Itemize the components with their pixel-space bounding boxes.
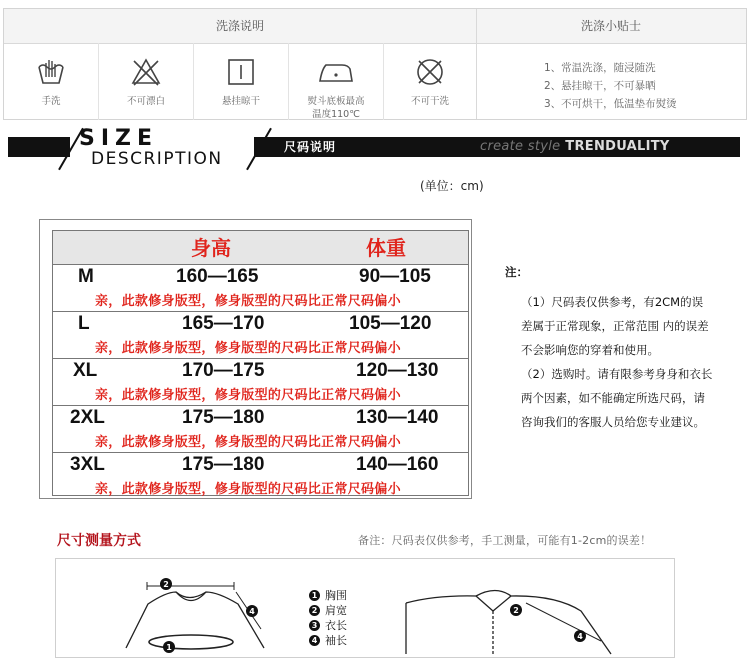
legend-label: 肩宽 <box>325 604 347 617</box>
care-header <box>4 9 746 44</box>
banner-size: SIZE <box>79 126 159 151</box>
fit-note: 亲，此款修身版型，修身版型的尺码比正常尺码偏小 <box>95 435 401 450</box>
shirt-diagram <box>406 591 611 655</box>
legend-label: 胸围 <box>325 589 347 602</box>
legend-number: 2 <box>309 605 320 616</box>
banner-brand <box>480 139 670 154</box>
svg-text:2: 2 <box>163 580 169 589</box>
notes-title: 注： <box>505 265 528 279</box>
size-row-3xl <box>53 452 468 499</box>
care-label-line1: 熨斗底板最高 <box>307 96 365 107</box>
banner-bar-left <box>8 137 70 157</box>
care-instructions-table <box>3 8 747 120</box>
care-header-left: 洗涤说明 <box>215 19 264 33</box>
care-tip: 3、不可烘干，低温垫布熨烫 <box>544 98 677 110</box>
size-chart-header <box>53 231 468 265</box>
note-line: （1）尺码表仅供参考，有2CM的误 <box>521 295 704 309</box>
care-label-line2: 温度110℃ <box>312 109 360 120</box>
note-line: 不会影响您的穿着和使用。 <box>521 343 659 357</box>
care-label <box>289 95 383 121</box>
legend-number: 3 <box>309 620 320 631</box>
size-row-m <box>53 264 468 312</box>
shirt-markers <box>510 604 586 642</box>
care-label: 不可漂白 <box>126 96 165 107</box>
iron-icon <box>316 55 356 89</box>
svg-text:4: 4 <box>249 607 255 616</box>
weight-range: 105—120 <box>349 313 432 334</box>
care-label: 悬挂晾干 <box>221 96 260 107</box>
care-tip: 1、常温洗涤，随浸随洗 <box>544 62 656 74</box>
care-label: 不可干洗 <box>410 96 449 107</box>
svg-text:2: 2 <box>513 606 519 615</box>
care-tip: 2、悬挂晾干，不可暴晒 <box>544 80 656 92</box>
banner-create-style: create style <box>480 139 561 154</box>
size-row-l <box>53 311 468 359</box>
care-item-hang-dry <box>194 43 289 120</box>
weight-range: 130—140 <box>356 407 439 428</box>
care-divider <box>476 9 477 119</box>
note-line: （2）选购时。请有限参考身身和衣长 <box>521 367 713 381</box>
fit-note: 亲，此款修身版型，修身版型的尺码比正常尺码偏小 <box>95 341 401 356</box>
size-notes <box>505 260 730 434</box>
size-label: 2XL <box>70 407 105 428</box>
fit-note: 亲，此款修身版型，修身版型的尺码比正常尺码偏小 <box>95 294 401 309</box>
weight-range: 120—130 <box>356 360 439 381</box>
no-bleach-icon <box>129 55 163 89</box>
hand-wash-icon <box>34 55 68 89</box>
height-range: 170—175 <box>182 360 265 381</box>
care-label: 手洗 <box>41 96 61 107</box>
size-chart <box>39 219 472 499</box>
size-row-2xl <box>53 405 468 453</box>
banner-description: DESCRIPTION <box>91 149 223 169</box>
legend-number: 4 <box>309 635 320 646</box>
measure-diagram <box>55 558 675 658</box>
legend-item <box>309 633 347 648</box>
size-label: 3XL <box>70 454 105 475</box>
size-label: M <box>78 266 94 287</box>
height-range: 165—170 <box>182 313 265 334</box>
weight-range: 90—105 <box>359 266 431 287</box>
tshirt-diagram <box>126 582 264 649</box>
header-weight: 体重 <box>366 236 406 260</box>
size-label: L <box>78 313 90 334</box>
legend-label: 袖长 <box>325 634 347 647</box>
note-line: 两个因素，如不能确定所选尺码，请 <box>521 391 705 405</box>
measure-legend <box>309 588 347 648</box>
header-height: 身高 <box>191 236 231 260</box>
tshirt-markers <box>160 578 258 653</box>
banner-size-cn: 尺码说明 <box>284 140 337 154</box>
legend-item <box>309 588 347 603</box>
legend-label: 衣长 <box>325 619 347 632</box>
hang-dry-icon <box>224 55 258 89</box>
care-item-no-dry-clean <box>384 43 476 120</box>
height-range: 175—180 <box>182 454 265 475</box>
care-item-iron <box>289 43 384 120</box>
size-chart-inner <box>52 230 469 496</box>
fit-note: 亲，此款修身版型，修身版型的尺码比正常尺码偏小 <box>95 388 401 403</box>
care-item-no-bleach <box>99 43 194 120</box>
height-range: 160—165 <box>176 266 259 287</box>
no-dry-clean-icon <box>413 55 447 89</box>
legend-number: 1 <box>309 590 320 601</box>
legend-item <box>309 603 347 618</box>
size-label: XL <box>73 360 98 381</box>
fit-note: 亲，此款修身版型，修身版型的尺码比正常尺码偏小 <box>95 482 401 497</box>
note-line: 咨询我们的客服人员给您专业建议。 <box>521 415 705 429</box>
height-range: 175—180 <box>182 407 265 428</box>
size-row-xl <box>53 358 468 406</box>
banner-brand-name: TRENDUALITY <box>565 139 670 154</box>
note-line: 差属于正常现象，正常范围 内的误差 <box>521 319 709 333</box>
svg-text:4: 4 <box>577 632 583 641</box>
care-tips <box>544 59 677 113</box>
measure-title: 尺寸测量方式 <box>57 533 141 549</box>
weight-range: 140—160 <box>356 454 439 475</box>
unit-label: (单位：cm) <box>420 179 484 193</box>
svg-text:1: 1 <box>166 643 172 652</box>
measure-note: 备注：尺码表仅供参考，手工测量，可能有1-2cm的误差！ <box>358 534 652 547</box>
care-item-hand-wash <box>4 43 99 120</box>
legend-item <box>309 618 347 633</box>
care-header-right: 洗涤小贴士 <box>580 19 641 33</box>
garment-diagram <box>56 559 676 659</box>
